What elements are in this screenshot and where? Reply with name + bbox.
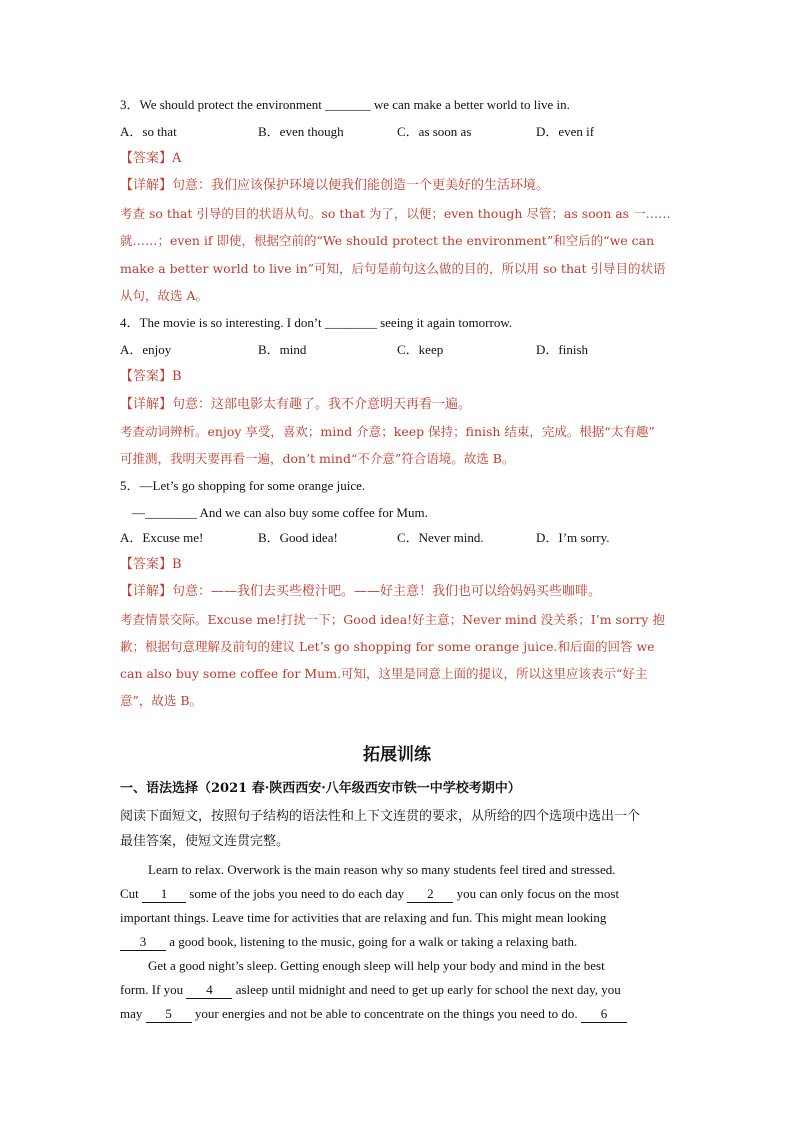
q5-stem-line2: —________ And we can also buy some coffee for Mum. [132,505,428,520]
q3-option-a: A．so that [120,124,177,139]
section-subtitle: 一、语法选择（2021 春·陕西西安·八年级西安市铁一中学校考期中） [120,781,521,796]
answer-tag: 【答案】 [120,151,173,166]
passage-line [120,933,577,951]
blank-4[interactable]: 4 [186,982,232,999]
q3-explanation-line: 考查 so that 引导的目的状语从句。so that 为了，以便；even though 尽管；as soon as 一…… [120,206,671,221]
q3-explanation-line: make a better world to live in”可知，后句是前句这么做的目的，所以用 so that 引导目的状语 [120,261,666,276]
q3-explanation-line: 从句，故选 A。 [120,288,209,303]
q5-explanation-line: 考查情景交际。Excuse me!打扰一下；Good idea!好主意；Never mind 没关系；I’m sorry 抱 [120,612,665,627]
q3-stem: 3．We should protect the environment _______ we can make a better world to live in. [120,97,570,112]
q5-explanation-line: 意”，故选 B。 [120,693,203,708]
q5-option-b: B．Good idea! [258,530,338,545]
section-heading: 拓展训练 [363,745,431,765]
q5-explanation-line: 歉；根据句意理解及前句的建议 Let’s go shopping for some orange juice.和后面的回答 we [120,639,655,654]
detail-tag: 【详解】 [120,178,173,193]
q4-option-c: C．keep [397,342,444,357]
q5-answer-value: B [172,557,182,572]
q3-option-b: B．even though [258,124,344,139]
q4-answer [120,368,182,386]
detail-tag: 【详解】 [120,397,173,412]
passage-text: you can only focus on the most [453,886,620,901]
blank-3[interactable]: 3 [120,934,166,951]
q5-option-d: D．I’m sorry. [536,530,610,545]
passage-text: a good book, listening to the music, going for a walk or taking a relaxing bath. [166,934,578,949]
q4-detail-text: 句意：这部电影太有趣了。我不介意明天再看一遍。 [172,397,472,412]
instruction-line: 最佳答案，使短文连贯完整。 [120,834,290,849]
q3-explanation-line: 就……；even if 即使，根据空前的“We should protect the environment”和空后的“we can [120,233,655,248]
q3-detail-text: 句意：我们应该保护环境以便我们能创造一个更美好的生活环境。 [172,178,550,193]
q4-explanation-line: 可推测，我明天要再看一遍，don’t mind“不介意”符合语境。故选 B。 [120,451,515,466]
q5-explanation-line: can also buy some coffee for Mum.可知，这里是同意上面的提议，所以这里应该表示“好主 [120,666,648,681]
passage-line [120,981,621,999]
blank-2[interactable]: 2 [407,886,453,903]
answer-tag: 【答案】 [120,557,173,572]
q3-detail [120,177,549,195]
blank-1[interactable]: 1 [142,886,186,903]
q3-answer [120,150,181,168]
q3-option-d: D．even if [536,124,595,139]
q4-option-d: D．finish [536,342,589,357]
q4-answer-value: B [172,369,182,384]
passage-text: asleep until midnight and need to get up early for school the next day, you [232,982,621,997]
passage-line: important things. Leave time for activities that are relaxing and fun. This might mean looking [120,910,607,925]
q4-option-b: B．mind [258,342,307,357]
q5-stem-line1: 5．—Let’s go shopping for some orange juice. [120,478,366,493]
instruction-line: 阅读下面短文，按照句子结构的语法性和上下文连贯的要求，从所给的四个选项中选出一个 [120,809,641,824]
passage-text: may [120,1006,146,1021]
q5-option-c: C．Never mind. [397,530,484,545]
q5-option-a: A．Excuse me! [120,530,204,545]
q3-option-c: C．as soon as [397,124,472,139]
passage-line [120,1005,627,1023]
passage-text: some of the jobs you need to do each day [186,886,408,901]
passage-line [120,885,619,903]
q5-detail [120,583,601,601]
answer-tag: 【答案】 [120,369,173,384]
passage-text: Cut [120,886,143,901]
blank-5[interactable]: 5 [146,1006,192,1023]
q4-option-a: A．enjoy [120,342,172,357]
passage-line: Get a good night’s sleep. Getting enough sleep will help your body and mind in the best [148,958,605,973]
q4-explanation-line: 考查动词辨析。enjoy 享受，喜欢；mind 介意；keep 保持；finish 结束，完成。根据“太有趣” [120,424,655,439]
q3-answer-value: A [172,151,182,166]
q4-stem: 4．The movie is so interesting. I don’t ________ seeing it again tomorrow. [120,315,513,330]
q5-answer [120,556,182,574]
q5-detail-text: 句意：——我们去买些橙汁吧。——好主意！我们也可以给妈妈买些咖啡。 [172,584,602,599]
passage-line: Learn to relax. Overwork is the main reason why so many students feel tired and stressed. [148,862,616,877]
q4-detail [120,396,471,414]
passage-text: form. If you [120,982,187,997]
passage-text: your energies and not be able to concentrate on the things you need to do. [191,1006,581,1021]
detail-tag: 【详解】 [120,584,173,599]
blank-6[interactable]: 6 [581,1006,627,1023]
